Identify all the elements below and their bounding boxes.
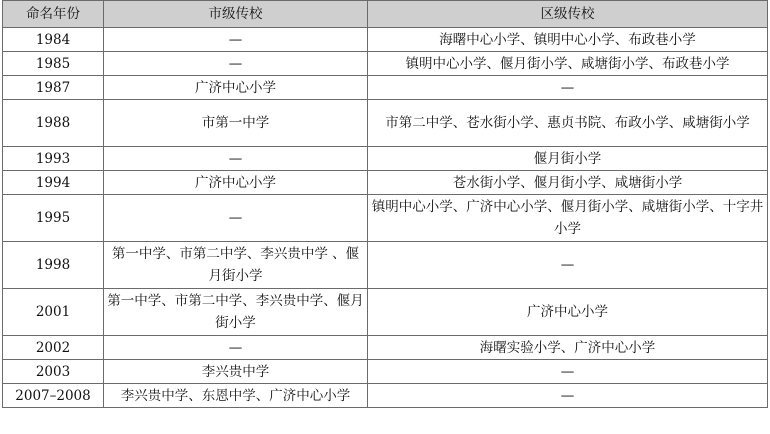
cell-district-school: 偃月街小学: [368, 147, 768, 171]
cell-district-school: 市第二中学、苍水街小学、惠贞书院、布政小学、咸塘街小学: [368, 100, 768, 147]
cell-year: 1993: [3, 147, 104, 171]
cell-year: 1998: [3, 242, 104, 289]
header-district-school: 区级传校: [368, 1, 768, 28]
cell-city-school: 第一中学、市第二中学、李兴贵中学、偃月街小学: [104, 289, 368, 336]
header-year: 命名年份: [3, 1, 104, 28]
cell-district-school: —: [368, 76, 768, 100]
cell-year: 2002: [3, 336, 104, 360]
table-row: [3, 171, 768, 195]
cell-district-school: —: [368, 384, 768, 408]
cell-year: 2001: [3, 289, 104, 336]
cell-city-school: 第一中学、市第二中学、李兴贵中学 、偃月街小学: [104, 242, 368, 289]
cell-year: 1987: [3, 76, 104, 100]
cell-year: 2003: [3, 360, 104, 384]
cell-city-school: —: [104, 147, 368, 171]
cell-district-school: 苍水街小学、偃月街小学、咸塘街小学: [368, 171, 768, 195]
table-body: [3, 28, 768, 408]
cell-district-school: —: [368, 242, 768, 289]
cell-year: 1988: [3, 100, 104, 147]
cell-year: 1994: [3, 171, 104, 195]
cell-city-school: —: [104, 336, 368, 360]
cell-city-school: 李兴贵中学、东恩中学、广济中心小学: [104, 384, 368, 408]
cell-year: 1984: [3, 28, 104, 52]
header-city-school: 市级传校: [104, 1, 368, 28]
cell-city-school: 李兴贵中学: [104, 360, 368, 384]
cell-district-school: 广济中心小学: [368, 289, 768, 336]
cell-district-school: 镇明中心小学、偃月街小学、咸塘街小学、布政巷小学: [368, 52, 768, 76]
table-row: [3, 289, 768, 336]
table-row: [3, 52, 768, 76]
cell-year: 1985: [3, 52, 104, 76]
school-designation-table: [2, 0, 768, 408]
table-row: [3, 100, 768, 147]
cell-city-school: 市第一中学: [104, 100, 368, 147]
table-row: [3, 336, 768, 360]
cell-district-school: 海曙实验小学、广济中心小学: [368, 336, 768, 360]
table-row: [3, 76, 768, 100]
cell-district-school: 镇明中心小学、广济中心小学、偃月街小学、咸塘街小学、十字井小学: [368, 195, 768, 242]
cell-year: 1995: [3, 195, 104, 242]
table-row: [3, 195, 768, 242]
table-row: [3, 360, 768, 384]
table-row: [3, 28, 768, 52]
table-row: [3, 384, 768, 408]
header-row: [3, 1, 768, 28]
cell-year: 2007–2008: [3, 384, 104, 408]
table-row: [3, 242, 768, 289]
cell-city-school: —: [104, 195, 368, 242]
cell-city-school: —: [104, 52, 368, 76]
cell-city-school: 广济中心小学: [104, 76, 368, 100]
table-row: [3, 147, 768, 171]
cell-city-school: —: [104, 28, 368, 52]
cell-city-school: 广济中心小学: [104, 171, 368, 195]
table-header: [3, 1, 768, 28]
cell-district-school: 海曙中心小学、镇明中心小学、布政巷小学: [368, 28, 768, 52]
cell-district-school: —: [368, 360, 768, 384]
